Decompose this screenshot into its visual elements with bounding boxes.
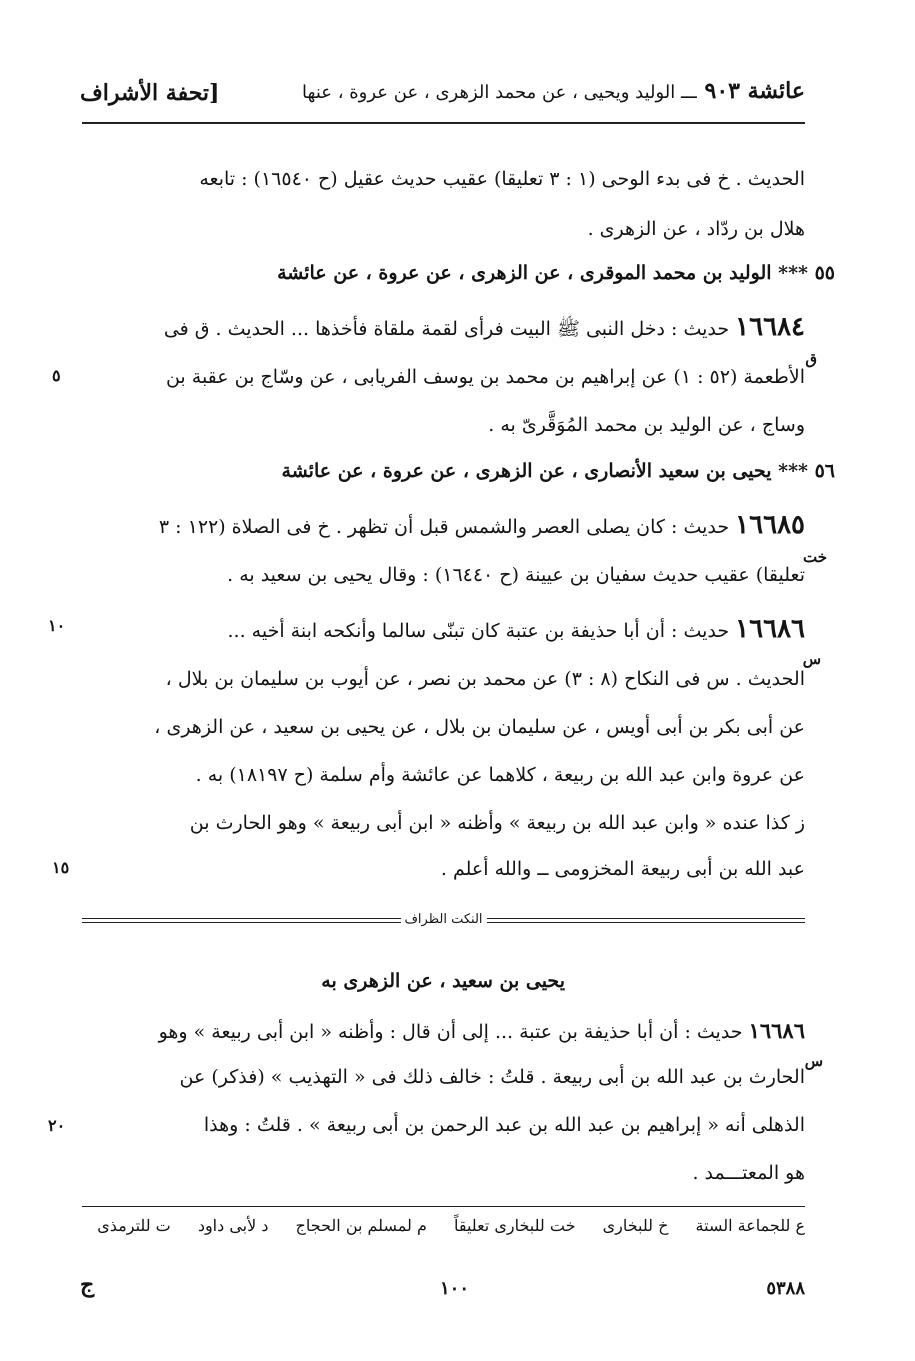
source-siglum: ق [805,350,817,368]
abbreviations-legend [75,1216,805,1235]
text-line: الأطعمة (٥٢ : ١) عن إبراهيم بن محمد بن يوسف الفريابى ، عن وسّاج بن عقبة بن [165,366,805,388]
text-line: عن أبى بكر بن أبى أويس ، عن سليمان بن بلال ، عن يحيى بن سعيد ، عن الزهرى ، [154,716,805,738]
section-divider [82,912,805,930]
text-line: عبد الله بن أبى ربيعة المخزومى ــ والله أعلم . [440,858,805,880]
line-number: ٥ [52,366,61,385]
header-subtitle: ـــ الوليد ويحيى ، عن محمد الزهرى ، عن عروة ، عنها [302,82,697,103]
section-marker: ٥٥ *** [778,262,835,284]
text-line: وساج ، عن الوليد بن محمد المُوَقَّرىّ به . [488,414,805,436]
text-line: الحارث بن عبد الله بن أبى ربيعة . قلتُ : خالف ذلك فى « التهذيب » (فذكر) عن [179,1066,805,1088]
text-line: ز كذا عنده « وابن عبد الله بن ربيعة » وأظنه « ابن أبى ربيعة » وهو الحارث بن [189,812,805,834]
text-line: هلال بن ردّاد ، عن الزهرى . [587,218,805,240]
source-siglum: س [802,650,821,668]
text-line: عن عروة وابن عبد الله بن ربيعة ، كلاهما عن عائشة وأم سلمة (ح ١٨١٩٧) به . [195,764,805,786]
signature-mark: ج [80,1272,95,1298]
running-header [302,78,805,104]
abbreviation: د لأبى داود [197,1216,269,1235]
line-number: ٢٠ [48,1116,66,1135]
section-marker: ٥٦ *** [778,460,835,482]
serial-number: ٥٣٨٨ [766,1278,805,1299]
hadith-entry [159,1018,805,1043]
hadith-entry [159,510,805,540]
abbreviation: ت للترمذى [97,1216,171,1235]
hadith-entry [164,312,805,345]
section-title: الوليد بن محمد الموقرى ، عن الزهرى ، عن عروة ، عن عائشة [277,262,772,284]
book-title: [تحفة الأشراف [80,80,220,106]
hadith-number: ١٦٦٨٦ [748,1018,805,1043]
text-line: الحديث . خ فى بدء الوحى (١ : ٣ تعليقا) عقيب حديث عقيل (ح ١٦٥٤٠) : تابعه [199,168,805,190]
line-number: ١٠ [48,616,66,635]
abbreviation: م لمسلم بن الحجاج [295,1216,427,1235]
hadith-text: حديث : أن أبا حذيفة بن عتبة ... إلى أن قال : وأظنه « ابن أبى ربيعة » وهو [158,1021,743,1043]
source-siglum: خت [802,548,827,566]
abbreviation: خت للبخارى تعليقاً [453,1216,576,1235]
section-heading [277,262,835,284]
hadith-entry [228,614,805,644]
hadith-number: ١٦٦٨٥ [735,510,805,540]
line-number: ١٥ [52,858,70,877]
header-title: عائشة ٩٠٣ [704,78,805,104]
footnote-rule [82,1206,805,1207]
text-line: الذهلى أنه « إبراهيم بن عبد الله بن عبد الرحمن بن أبى ربيعة » . قلتُ : وهذا [203,1114,805,1136]
hadith-text: حديث : دخل النبى ﷺ البيت فرأى لقمة ملقاة فأخذها ... الحديث . ق فى [163,318,730,340]
divider-label: النكت الظراف [400,912,486,927]
hadith-number: ١٦٦٨٤ [735,312,805,342]
text-line: تعليقا) عقيب حديث سفيان بن عيينة (ح ١٦٤٤٠) : وقال يحيى بن سعيد به . [227,564,805,586]
abbreviation: ع للجماعة الستة [695,1216,805,1235]
text-line: الحديث . س فى النكاح (٨ : ٣) عن محمد بن نصر ، عن أيوب بن سليمان بن بلال ، [165,668,805,690]
hadith-text: حديث : كان يصلى العصر والشمس قبل أن تظهر . خ فى الصلاة (١٢٢ : ٣ [158,516,730,538]
source-siglum: س [804,1052,823,1070]
section-title: يحيى بن سعيد الأنصارى ، عن الزهرى ، عن عروة ، عن عائشة [281,460,772,482]
hadith-number: ١٦٦٨٦ [735,614,805,644]
text-line: هو المعتـــمد . [692,1162,805,1184]
nukat-heading: يحيى بن سعيد ، عن الزهرى به [321,970,565,992]
section-heading [282,460,835,482]
header-rule [82,122,805,124]
abbreviation: خ للبخارى [602,1216,669,1235]
page-number: ١٠٠ [440,1278,470,1299]
hadith-text: حديث : أن أبا حذيفة بن عتبة كان تبنّى سالما وأنكحه ابنة أخيه ... [227,620,730,642]
